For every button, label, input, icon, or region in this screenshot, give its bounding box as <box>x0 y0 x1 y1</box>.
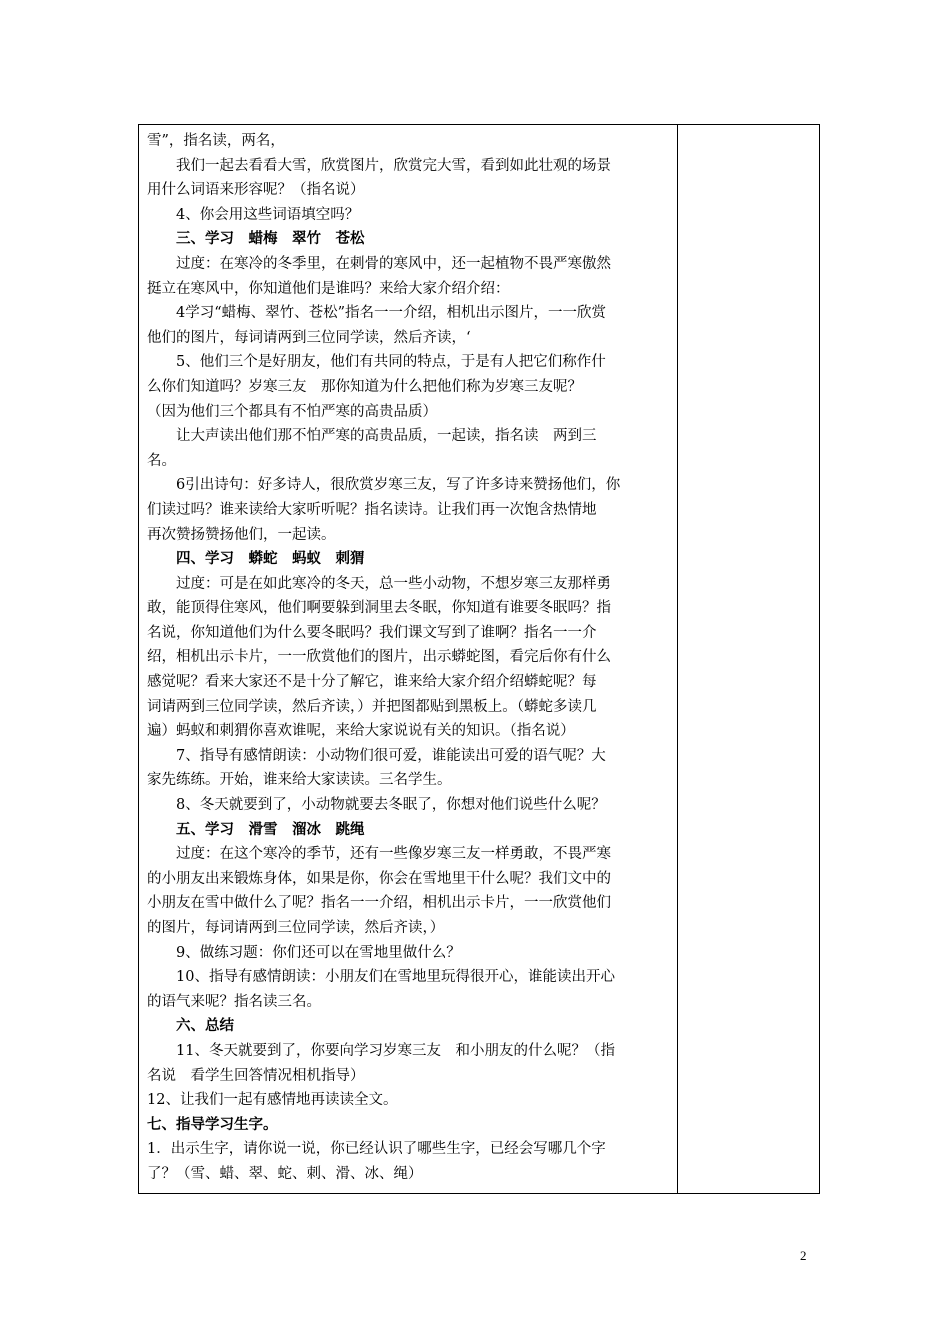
text-line: 过度：在这个寒冷的季节，还有一些像岁寒三友一样勇敢，不畏严寒 <box>176 846 611 863</box>
text-line: 6引出诗句：好多诗人，很欣赏岁寒三友，写了许多诗来赞扬他们，你 <box>176 477 621 494</box>
text-line: （因为他们三个都具有不怕严寒的高贵品质） <box>147 403 437 420</box>
text-line: 让大声读出他们那不怕严寒的高贵品质，一起读，指名读 两到三 <box>176 428 597 445</box>
text-line: 的小朋友出来锻炼身体，如果是你，你会在雪地里干什么呢？我们文中的 <box>147 870 611 887</box>
text-line: 敢，能顶得住寒风，他们啊要躲到洞里去冬眠，你知道有谁要冬眠吗？指 <box>147 600 611 617</box>
text-line: 10、指导有感情朗读：小朋友们在雪地里玩得很开心，谁能读出开心 <box>176 969 615 986</box>
text-line: 小朋友在雪中做什么了呢？指名一一介绍，相机出示卡片，一一欣赏他们 <box>147 895 611 912</box>
section-heading: 五、学习 滑雪 溜冰 跳绳 <box>176 820 365 838</box>
text-line: 过度：在寒冷的冬季里，在刺骨的寒风中，还一起植物不畏严寒傲然 <box>176 255 611 272</box>
text-line: 名说 看学生回答情况相机指导） <box>147 1067 365 1084</box>
text-line: 我们一起去看看大雪，欣赏图片，欣赏完大雪，看到如此壮观的场景 <box>176 157 611 174</box>
text-line: 1．出示生字，请你说一说，你已经认识了哪些生字，已经会写哪几个字 <box>147 1141 606 1158</box>
text-line: 4学习“蜡梅、翠竹、苍松”指名一一介绍，相机出示图片，一一欣赏 <box>176 305 607 322</box>
text-line: 8、冬天就要到了，小动物就要去冬眠了，你想对他们说些什么呢？ <box>176 797 606 814</box>
text-line: 遍）蚂蚁和刺猬你喜欢谁呢，来给大家说说有关的知识。（指名说） <box>147 723 575 740</box>
page-number: 2 <box>800 1248 807 1263</box>
section-heading: 三、学习 蜡梅 翠竹 苍松 <box>176 230 365 248</box>
column-divider <box>677 125 678 1193</box>
lesson-plan-table <box>138 124 820 1194</box>
text-line: 雪”，指名读，两名， <box>147 133 285 149</box>
text-line: 5、他们三个是好朋友，他们有共同的特点，于是有人把它们称作什 <box>176 354 606 371</box>
text-line: 11、冬天就要到了，你要向学习岁寒三友 和小朋友的什么呢？（指 <box>176 1042 615 1059</box>
text-line: 了？（雪、蜡、翠、蛇、刺、滑、冰、绳） <box>147 1165 423 1182</box>
text-line: 的语气来呢？指名读三名。 <box>147 993 321 1010</box>
text-line: 再次赞扬赞扬他们，一起读。 <box>147 526 336 543</box>
text-line: 绍，相机出示卡片，一一欣赏他们的图片，出示蟒蛇图，看完后你有什么 <box>147 649 611 666</box>
text-line: 挺立在寒风中，你知道他们是谁吗？来给大家介绍介绍： <box>147 280 510 297</box>
text-line: 12、让我们一起有感情地再读读全文。 <box>147 1092 398 1109</box>
section-heading: 四、学习 蟒蛇 蚂蚁 刺猬 <box>176 550 365 568</box>
text-line: 感觉呢？看来大家还不是十分了解它，谁来给大家介绍介绍蟒蛇呢？每 <box>147 674 597 691</box>
text-line: 9、做练习题：你们还可以在雪地里做什么？ <box>176 944 461 961</box>
section-heading: 七、指导学习生字。 <box>147 1115 278 1133</box>
text-line: 名。 <box>147 452 176 469</box>
text-line: 词请两到三位同学读，然后齐读，）并把图都贴到黑板上。（蟒蛇多读几 <box>147 698 597 715</box>
text-line: 家先练练。开始，谁来给大家读读。三名学生。 <box>147 772 452 789</box>
text-line: 么你们知道吗？岁寒三友 那你知道为什么把他们称为岁寒三友呢？ <box>147 378 582 395</box>
text-line: 的图片，每词请两到三位同学读，然后齐读，） <box>147 920 445 936</box>
text-line: 他们的图片，每词请两到三位同学读，然后齐读，‘ <box>147 329 471 346</box>
text-line: 们读过吗？谁来读给大家听听呢？指名读诗。让我们再一次饱含热情地 <box>147 501 597 518</box>
text-line: 用什么词语来形容呢？（指名说） <box>147 182 365 199</box>
section-heading: 六、总结 <box>176 1017 234 1035</box>
text-line: 4、你会用这些词语填空吗？ <box>176 206 360 223</box>
text-line: 名说，你知道他们为什么要冬眠吗？我们课文写到了谁啊？指名一一介 <box>147 624 597 641</box>
text-line: 7、指导有感情朗读：小动物们很可爱，谁能读出可爱的语气呢？大 <box>176 747 606 764</box>
text-line: 过度：可是在如此寒冷的冬天，总一些小动物，不想岁寒三友那样勇 <box>176 575 611 592</box>
lesson-content-cell <box>147 129 672 1187</box>
